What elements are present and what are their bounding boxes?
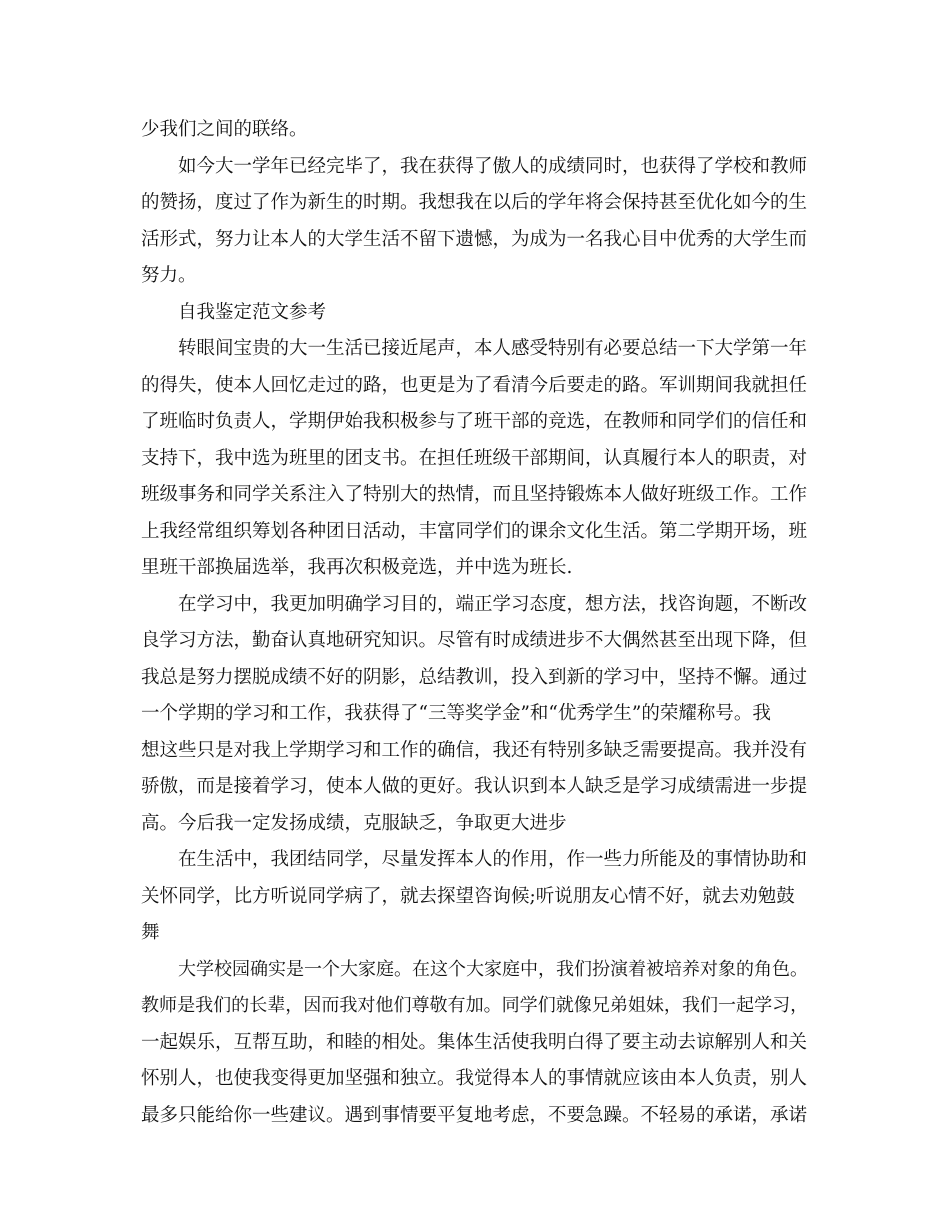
text-line: 舞 — [141, 922, 160, 943]
text-line: 怀别人，也使我变得更加坚强和独立。我觉得本人的事情就应该由本人负责，别人 — [141, 1068, 808, 1089]
text-line: 一个学期的学习和工作，我获得了“三等奖学金”和“优秀学生”的荣耀称号。我 — [141, 703, 771, 724]
document-body — [141, 112, 809, 1134]
text-line: 一起娱乐，互帮互助，和睦的相处。集体生活使我明白得了要主动去谅解别人和关 — [141, 1031, 808, 1053]
text-line: 自我鉴定范文参考 — [178, 301, 327, 323]
text-line: 良学习方法，勤奋认真地研究知识。尽管有时成绩进步不大偶然甚至出现下降，但 — [141, 630, 808, 651]
text-line: 在学习中，我更加明确学习目的，端正学习态度，想方法，找咨询题，不断改 — [178, 593, 808, 615]
text-line: 了班临时负责人，学期伊始我积极参与了班干部的竞选，在教师和同学们的信任和 — [141, 411, 808, 432]
text-line: 活形式，努力让本人的大学生活不留下遗憾，为成为一名我心目中优秀的大学生而 — [141, 228, 808, 250]
text-line: 最多只能给你一些建议。遇到事情要平复地考虑，不要急躁。不轻易的承诺，承诺 — [141, 1104, 808, 1126]
text-line: 上我经常组织筹划各种团日活动，丰富同学们的课余文化生活。第二学期开场，班 — [141, 520, 808, 542]
text-line: 的得失，使本人回忆走过的路，也更是为了看清今后要走的路。军训期间我就担任 — [141, 374, 808, 396]
text-line: 在生活中，我团结同学，尽量发挥本人的作用，作一些力所能及的事情协助和 — [178, 849, 808, 870]
text-line: 大学校园确实是一个大家庭。在这个大家庭中，我们扮演着被培养对象的角色。 — [178, 958, 808, 980]
text-line: 的赞扬，度过了作为新生的时期。我想我在以后的学年将会保持甚至优化如今的生 — [141, 192, 808, 213]
text-line: 努力。 — [141, 265, 197, 286]
text-line: 想这些只是对我上学期学习和工作的确信，我还有特别多缺乏需要提高。我并没有 — [141, 739, 808, 761]
text-line: 班级事务和同学关系注入了特别大的热情，而且坚持锻炼本人做好班级工作。工作 — [141, 484, 808, 505]
text-line: 骄傲，而是接着学习，使本人做的更好。我认识到本人缺乏是学习成绩需进一步提 — [141, 776, 808, 797]
text-line: 转眼间宝贵的大一生活已接近尾声，本人感受特别有必要总结一下大学第一年 — [178, 338, 808, 359]
text-line: 关怀同学，比方听说同学病了，就去探望咨询候;听说朋友心情不好，就去劝勉鼓 — [141, 885, 795, 907]
text-line: 高。今后我一定发扬成绩，克服缺乏，争取更大进步 — [141, 812, 567, 834]
text-line: 支持下，我中选为班里的团支书。在担任班级干部期间，认真履行本人的职责，对 — [141, 447, 808, 469]
text-line: 里班干部换届选举，我再次积极竞选，并中选为班长. — [141, 557, 573, 578]
text-line: 教师是我们的长辈，因而我对他们尊敬有加。同学们就像兄弟姐妹，我们一起学习， — [141, 995, 809, 1016]
text-line: 我总是努力摆脱成绩不好的阴影，总结教训，投入到新的学习中，坚持不懈。通过 — [141, 666, 808, 688]
text-line: 少我们之间的联络。 — [141, 119, 308, 140]
text-line: 如今大一学年已经完毕了，我在获得了傲人的成绩同时，也获得了学校和教师 — [178, 155, 808, 177]
